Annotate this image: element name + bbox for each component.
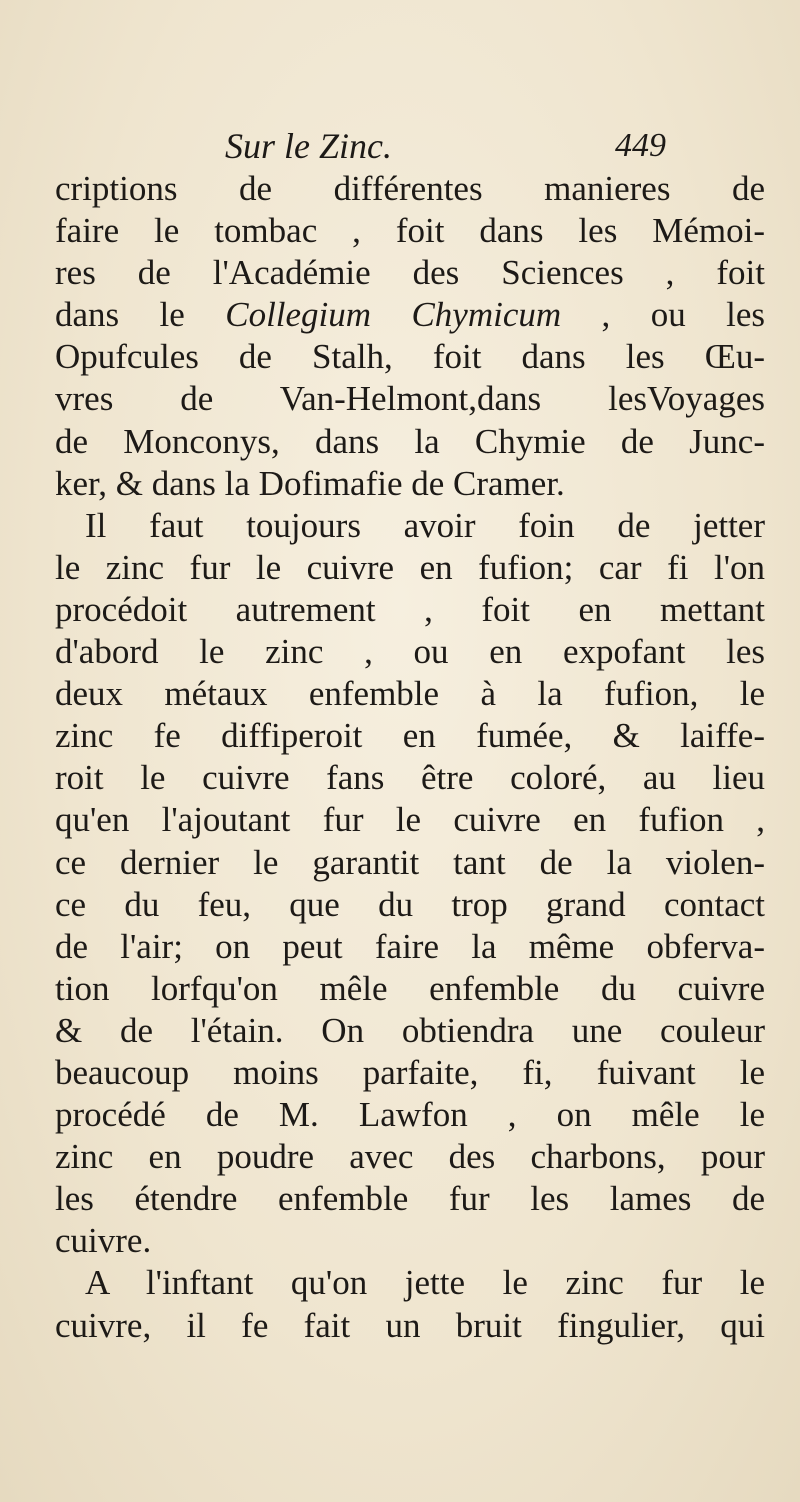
text-line: les étendre enfemble fur les lames de — [55, 1179, 765, 1219]
text-line: cuivre. — [55, 1221, 152, 1261]
text-line: faire le tombac , foit dans les Mémoi- — [55, 211, 765, 251]
body-text — [55, 168, 765, 1347]
text-line: roit le cuivre fans être coloré, au lieu — [55, 758, 765, 798]
text-line-with-italic: dans le Collegium Chymicum , ou les — [55, 295, 765, 335]
text-line: beaucoup moins parfaite, fi, fuivant le — [55, 1052, 765, 1092]
text-line: res de l'Académie des Sciences , foit — [55, 253, 765, 293]
text-line: ce dernier le garantit tant de la violen- — [55, 842, 765, 882]
text-line: zinc fe diffiperoit en fumée, & laiffe- — [55, 716, 765, 756]
text-line: deux métaux enfemble à la fufion, le — [55, 674, 765, 714]
text-line: & de l'étain. On obtiendra une couleur — [55, 1010, 765, 1050]
running-head — [0, 126, 800, 174]
text-line: cuivre, il fe fait un bruit fingulier, qui — [55, 1305, 765, 1345]
text-line: ker, & dans la Dofimafie de Cramer. — [55, 463, 565, 503]
text-line: tion lorfqu'on mêle enfemble du cuivre — [55, 968, 765, 1008]
paragraph-start-line: A l'inftant qu'on jette le zinc fur le — [85, 1263, 765, 1303]
text-line: le zinc fur le cuivre en fufion; car fi l'on — [55, 547, 765, 587]
text-line: zinc en poudre avec des charbons, pour — [55, 1137, 765, 1177]
page-number: 449 — [615, 127, 666, 164]
text-line: de l'air; on peut faire la même obferva- — [55, 926, 765, 966]
text-line: procédoit autrement , foit en mettant — [55, 589, 765, 629]
text-line: de Monconys, dans la Chymie de Junc- — [55, 421, 765, 461]
text-line: vres de Van-Helmont,dans lesVoyages — [55, 379, 765, 419]
running-head-title: Sur le Zinc. — [225, 126, 392, 166]
text-line: d'abord le zinc , ou en expofant les — [55, 632, 765, 672]
text-line: criptions de différentes manieres de — [55, 169, 765, 208]
text-line: qu'en l'ajoutant fur le cuivre en fufion , — [55, 800, 765, 840]
text-line: procédé de M. Lawfon , on mêle le — [55, 1095, 765, 1135]
text-line: ce du feu, que du trop grand contact — [55, 884, 765, 924]
text-line: Opufcules de Stalh, foit dans les Œu- — [55, 337, 765, 377]
italic-title: Collegium Chymicum — [225, 295, 562, 335]
paragraph-start-line: Il faut toujours avoir foin de jetter — [85, 505, 765, 545]
